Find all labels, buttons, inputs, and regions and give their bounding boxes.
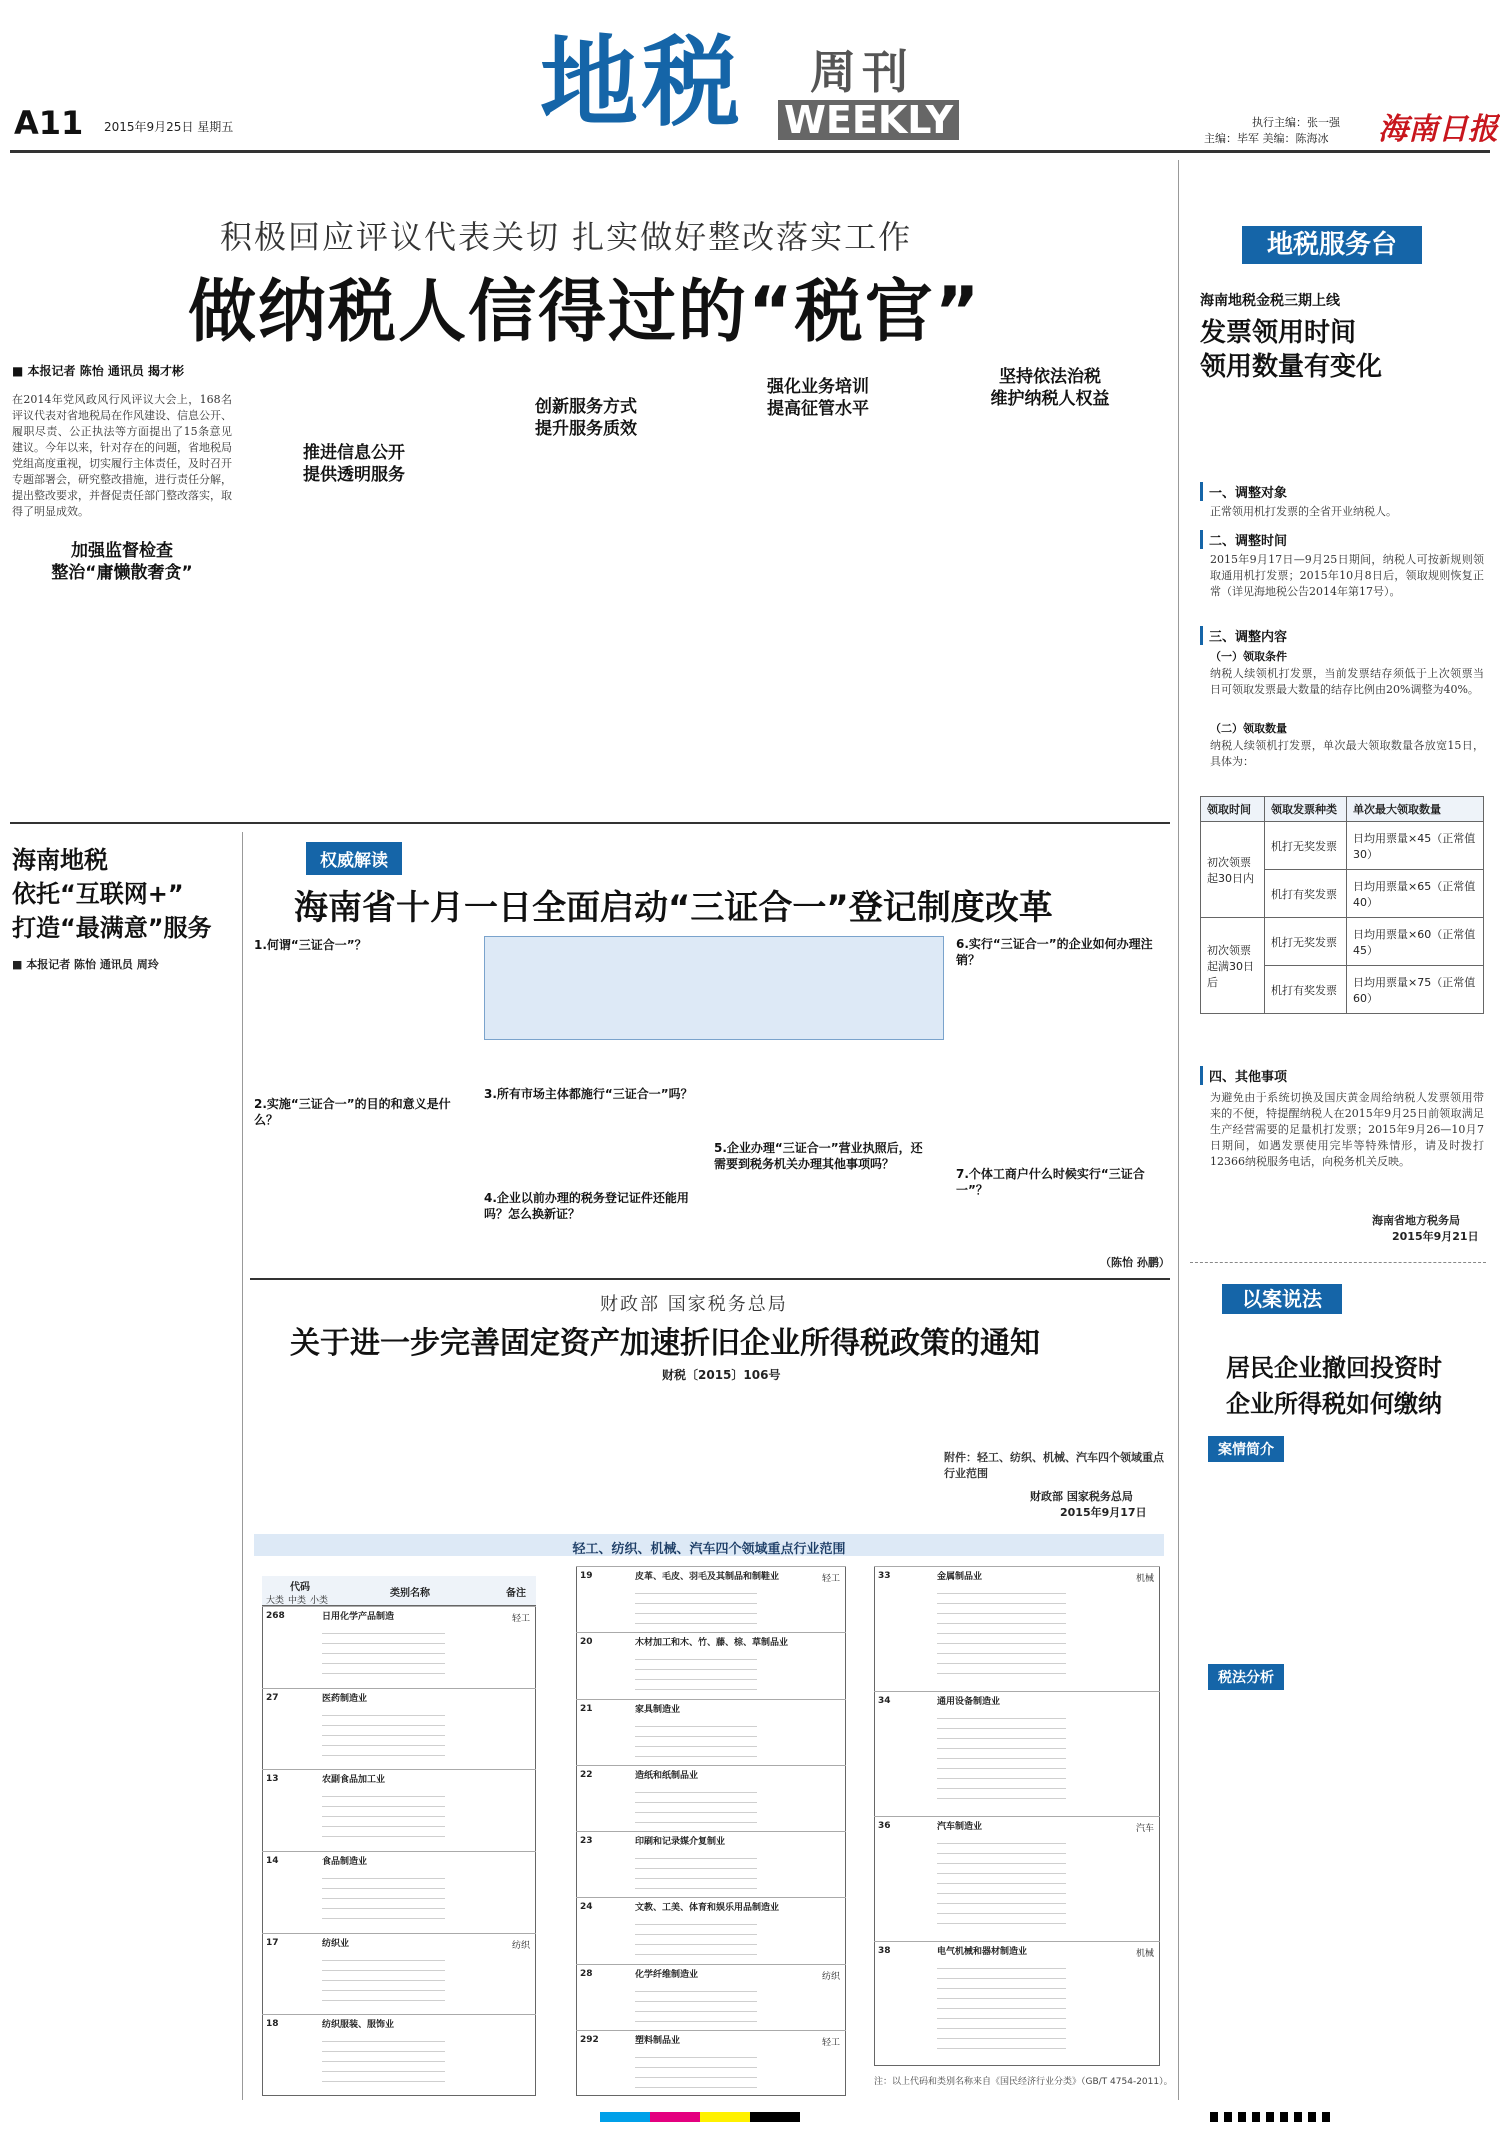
- three-bottom-rule: [250, 1278, 1170, 1280]
- industry-name: 金属制品业: [937, 1572, 983, 1582]
- sub-row-line: [937, 1768, 1066, 1769]
- invoice-limit-table: [1200, 796, 1484, 1014]
- table-cell: 机打无奖发票: [1265, 918, 1347, 966]
- industry-code: 33: [878, 1571, 891, 1581]
- three-col1-a: [254, 954, 472, 1088]
- industry-name: 电气机械和器材制造业: [937, 1947, 1028, 1957]
- sub-row-line: [937, 1988, 1066, 1989]
- sub-row-line: [937, 1843, 1066, 1844]
- industry-code: 13: [266, 1774, 279, 1785]
- sub-row-line: [937, 1673, 1066, 1674]
- three-sign: （陈怡 孙鹏）: [1100, 1256, 1170, 1269]
- industry-code: 21: [580, 1703, 593, 1714]
- industry-code: 18: [266, 2019, 279, 2030]
- three-q1: 1.何谓“三证合一”？: [254, 938, 367, 952]
- sub-row-line: [322, 1735, 445, 1736]
- sub-row-line: [635, 1726, 757, 1727]
- sub-row-line: [937, 2028, 1066, 2029]
- sub-row-line: [635, 1812, 757, 1813]
- sub-row-line: [635, 1934, 757, 1935]
- sub-row-line: [937, 1593, 1066, 1594]
- sub-row-line: [635, 2001, 757, 2002]
- sub-row-line: [635, 2067, 757, 2068]
- executive-editor: 执行主编：张一强: [1252, 116, 1340, 129]
- service-t4: 为避免由于系统切换及国庆黄金周给纳税人发票领用带来的不便，特提醒纳税人在2015年9月25日前领取满足生产经营需要的足量机打发票；2015年9月26—10月7日期间，如遇发票使用完毕等特殊情形，请及时拨打12366纳税服务电话，向税务机关反映。: [1210, 1091, 1484, 1168]
- notice-docno: 财税〔2015〕106号: [662, 1368, 781, 1382]
- sub-row-line: [937, 1863, 1066, 1864]
- industry-name: 化学纤维制造业: [635, 1969, 699, 1980]
- sub-row-line: [937, 1883, 1066, 1884]
- sub-row-line: [937, 1893, 1066, 1894]
- sub-row-line: [322, 1673, 445, 1674]
- service-t3b: 纳税人续领机打发票，单次最大领取数量各放宽15日，具体为：: [1210, 739, 1484, 768]
- table-cell: 机打有奖发票: [1265, 870, 1347, 918]
- internet-body: [12, 980, 232, 2100]
- table-row: [874, 1691, 1160, 1816]
- table-cell: 机打有奖发票: [1265, 966, 1347, 1014]
- sub-row-line: [635, 1593, 757, 1594]
- sub-row-line: [937, 1758, 1066, 1759]
- lead-body-col5: [940, 410, 1162, 812]
- col1-head-major: 大类: [266, 1596, 285, 1606]
- industry-code: 24: [580, 1902, 593, 1913]
- sub-row-line: [937, 1738, 1066, 1739]
- sub-row-line: [322, 1970, 445, 1971]
- sub-row-line: [937, 1643, 1066, 1644]
- lead-subhead-4b: 提高征管水平: [767, 399, 869, 419]
- lead-body-col1-p2: [12, 592, 232, 812]
- table-cell: 日均用票量×60（正常值45）: [1347, 918, 1484, 966]
- sub-row-line: [635, 1669, 757, 1670]
- industry-note: 机械: [1135, 1949, 1154, 1959]
- table-cell: 初次领票起满30日后: [1201, 918, 1265, 1014]
- sub-row-line: [322, 1960, 445, 1961]
- law-analysis-text: [1208, 1696, 1486, 2096]
- lead-bottom-rule: [10, 822, 1170, 824]
- law-headline-1: 居民企业撤回投资时: [1226, 1354, 1442, 1382]
- sub-row-line: [322, 1745, 445, 1746]
- industry-note: 轻工: [821, 1574, 840, 1584]
- sub-row-line: [937, 1913, 1066, 1914]
- notice-col3: [714, 1392, 930, 1530]
- sub-row-line: [322, 1888, 445, 1889]
- sub-row-line: [322, 1980, 445, 1981]
- three-col1-b: [254, 1132, 472, 1264]
- sub-row-line: [937, 1998, 1066, 1999]
- sub-row-line: [322, 1633, 445, 1634]
- industry-code: 28: [580, 1968, 593, 1979]
- lead-kicker: 积极回应评议代表关切 扎实做好整改落实工作: [220, 218, 913, 256]
- sub-row-line: [937, 2048, 1066, 2049]
- industry-code: 27: [266, 1692, 279, 1703]
- service-desk-bar: 地税服务台: [1242, 226, 1422, 264]
- sub-row-line: [322, 1990, 445, 1991]
- industry-name: 印刷和记录媒介复制业: [635, 1837, 726, 1847]
- service-intro: [1200, 394, 1484, 484]
- law-case-text: [1208, 1466, 1486, 1650]
- sub-row-line: [635, 1868, 757, 1869]
- notice-issuer: 财政部 国家税务总局: [600, 1294, 788, 1315]
- table-row: [262, 1769, 536, 1851]
- industry-code: 268: [266, 1611, 285, 1621]
- sub-row-line: [322, 1806, 445, 1807]
- three-in-one-tag: 权威解读: [306, 842, 402, 875]
- three-col2-b: [484, 1124, 702, 1188]
- lead-subhead-3: 创新服务方式: [535, 397, 637, 417]
- lead-body-col3: [476, 446, 696, 812]
- sub-row-line: [322, 2041, 445, 2042]
- masthead-weekly-en: WEEKLY: [778, 100, 959, 140]
- industry-note: 轻工: [511, 1614, 530, 1624]
- internet-headline-2: 依托“互联网+”: [12, 880, 184, 908]
- service-t3a: 纳税人续领机打发票，当前发票结存须低于上次领票当日可领取发票最大数量的结存比例由20%调整为40%。: [1210, 667, 1484, 696]
- table-row: [576, 1964, 846, 2030]
- notice-col1: [254, 1392, 470, 1530]
- masthead-title: 地税: [540, 26, 745, 140]
- three-q6: 6.实行“三证合一”的企业如何办理注销？: [956, 937, 1153, 967]
- sub-row-line: [322, 1725, 445, 1726]
- three-col3-b: [714, 1176, 932, 1266]
- service-headline-1: 发票领用时间: [1200, 318, 1357, 348]
- sub-row-line: [635, 2011, 757, 2012]
- sub-row-line: [937, 1873, 1066, 1874]
- industry-name: 纺织业: [322, 1938, 350, 1949]
- industry-code: 38: [878, 1946, 891, 1956]
- col1-head-code: 代码: [290, 1582, 310, 1593]
- industry-name: 木材加工和木、竹、藤、棕、草制品业: [635, 1638, 789, 1649]
- three-q2: 2.实施“三证合一”的目的和意义是什么？: [254, 1097, 451, 1127]
- sub-row-line: [635, 1613, 757, 1614]
- industry-name: 农副食品加工业: [322, 1775, 386, 1786]
- sub-row-line: [322, 1643, 445, 1644]
- three-in-one-headline: 海南省十月一日全面启动“三证合一”登记制度改革: [294, 888, 1053, 928]
- sub-row-line: [635, 1736, 757, 1737]
- three-q7: 7.个体工商户什么时候实行“三证合一”？: [956, 1167, 1145, 1197]
- sub-row-line: [635, 1888, 757, 1889]
- sub-row-line: [937, 1903, 1066, 1904]
- editors-credit: 主编：毕军 美编：陈海冰: [1204, 132, 1329, 145]
- industry-code: 23: [580, 1836, 593, 1846]
- industry-name: 塑料制品业: [635, 2035, 681, 2046]
- sub-row-line: [322, 1898, 445, 1899]
- sub-row-line: [937, 1718, 1066, 1719]
- invoice-table-header: [1201, 797, 1484, 822]
- lead-body-col4: [708, 424, 928, 812]
- sub-row-line: [322, 1826, 445, 1827]
- sub-row-line: [635, 1792, 757, 1793]
- internet-headline-1: 海南地税: [12, 846, 108, 874]
- table-row: [262, 1933, 536, 2015]
- sub-row-line: [635, 1924, 757, 1925]
- sub-row-line: [635, 1944, 757, 1945]
- industry-code: 14: [266, 1856, 279, 1866]
- table-row: [576, 1632, 846, 1698]
- sub-row-line: [322, 2071, 445, 2072]
- table-row: [262, 1851, 536, 1933]
- print-color-bar-left: [600, 2112, 800, 2122]
- issue-date: 2015年9月25日 星期五: [104, 120, 234, 134]
- sub-row-line: [322, 1755, 445, 1756]
- table-row: [576, 2030, 846, 2096]
- service-h4: 四、其他事项: [1200, 1066, 1287, 1085]
- three-col4-b: [956, 1202, 1164, 1254]
- sub-row-line: [322, 2000, 445, 2001]
- table-cell: 机打无奖发票: [1265, 822, 1347, 870]
- industry-name: 日用化学产品制造: [322, 1612, 395, 1622]
- sub-row-line: [937, 1798, 1066, 1799]
- sub-row-line: [937, 1613, 1066, 1614]
- industry-name: 家具制造业: [635, 1704, 681, 1715]
- table-row: [576, 1699, 846, 1765]
- industry-name: 皮革、毛皮、羽毛及其制品和制鞋业: [635, 1572, 780, 1582]
- service-h1: 一、调整对象: [1200, 482, 1287, 501]
- service-h3b: （二）领取数量: [1210, 722, 1287, 735]
- industry-note: 轻工: [821, 2037, 840, 2048]
- industry-code: 22: [580, 1769, 593, 1780]
- sub-row-line: [635, 1756, 757, 1757]
- table-row: [1201, 918, 1484, 966]
- sub-row-line: [322, 2081, 445, 2082]
- sub-row-line: [937, 1663, 1066, 1664]
- notice-attachment: 附件：轻工、纺织、机械、汽车四个领域重点行业范围: [944, 1451, 1164, 1480]
- sub-row-line: [635, 2077, 757, 2078]
- sub-row-line: [635, 2087, 757, 2088]
- lead-headline: 做纳税人信得过的“税官”: [188, 273, 982, 352]
- three-q3: 3.所有市场主体都施行“三证合一”吗？: [484, 1087, 693, 1101]
- lead-body-col2: [244, 494, 464, 812]
- industry-table-title: 轻工、纺织、机械、汽车四个领域重点行业范围: [572, 1542, 846, 1557]
- sub-row-line: [322, 1663, 445, 1664]
- sub-row-line: [937, 2008, 1066, 2009]
- table-row: [576, 1831, 846, 1897]
- industry-name: 医药制造业: [322, 1693, 368, 1704]
- lead-body-col1-p1: 在2014年党风政风行风评议大会上，168名评议代表对省地税局在作风建设、信息公开、履职尽责、公正执法等方面提出了15条意见建议。今年以来，针对存在的问题，省地税局党组高度重视，切实履行主体责任，及时召开专题部署会，研究整改措施，进行责任分解，提出整改要求，并督促责任部门整改落实，取得了明显成效。: [12, 393, 232, 518]
- internet-headline-3: 打造“最满意”服务: [12, 914, 212, 942]
- col1-head-minor: 小类: [310, 1596, 329, 1606]
- lead-subhead-4: 强化业务培训: [767, 377, 869, 397]
- sub-row-line: [937, 2018, 1066, 2019]
- sub-row-line: [635, 2021, 757, 2022]
- table-row: [576, 1566, 846, 1632]
- col1-head-middle: 中类: [288, 1596, 307, 1606]
- col1-head-note: 备注: [506, 1588, 526, 1599]
- table-cell: 日均用票量×75（正常值60）: [1347, 966, 1484, 1014]
- lead-subhead-3b: 提升服务质效: [535, 419, 637, 439]
- industry-note: 机械: [1135, 1574, 1154, 1584]
- three-notice-box: [484, 936, 944, 1040]
- table-header-cell: 领取发票种类: [1265, 797, 1347, 822]
- lead-subhead-2b: 提供透明服务: [303, 465, 405, 485]
- right-column-divider: [1178, 160, 1179, 2100]
- three-col2-c: [484, 1226, 702, 1266]
- lead-subhead-5: 坚持依法治税: [999, 367, 1101, 387]
- industry-name: 汽车制造业: [937, 1822, 983, 1832]
- industry-code: 20: [580, 1637, 593, 1648]
- sub-row-line: [635, 1746, 757, 1747]
- sub-row-line: [937, 1653, 1066, 1654]
- table-header-cell: 领取时间: [1201, 797, 1265, 822]
- industry-name: 通用设备制造业: [937, 1697, 1001, 1707]
- sub-row-line: [635, 1679, 757, 1680]
- industry-code: 34: [878, 1696, 891, 1706]
- three-q5: 5.企业办理“三证合一”营业执照后，还需要到税务机关办理其他事项吗？: [714, 1141, 923, 1171]
- masthead-weekly-cn: 周刊: [810, 45, 914, 99]
- sub-row-line: [937, 1788, 1066, 1789]
- notice-sign-org: 财政部 国家税务总局: [1030, 1490, 1133, 1503]
- sub-row-line: [322, 1816, 445, 1817]
- sub-row-line: [635, 1858, 757, 1859]
- industry-code: 36: [878, 1821, 891, 1831]
- law-case-tag: 案情简介: [1208, 1436, 1284, 1462]
- three-col4: [956, 972, 1164, 1164]
- service-kicker: 海南地税金税三期上线: [1200, 293, 1340, 309]
- table-row: [874, 1941, 1160, 2066]
- service-sign-org: 海南省地方税务局: [1372, 1214, 1460, 1227]
- lead-subhead-2: 推进信息公开: [303, 443, 405, 463]
- sub-row-line: [322, 1836, 445, 1837]
- three-q4: 4.企业以前办理的税务登记证件还能用吗？怎么换新证？: [484, 1191, 689, 1221]
- sub-row-line: [322, 1918, 445, 1919]
- notice-col4: [944, 1392, 1164, 1446]
- lead-subhead-1: 加强监督检查: [71, 541, 173, 561]
- notice-col2: [484, 1392, 700, 1530]
- table-cell: 日均用票量×45（正常值30）: [1347, 822, 1484, 870]
- sub-row-line: [322, 1715, 445, 1716]
- three-col3: [714, 1052, 932, 1136]
- industry-note: 纺织: [511, 1940, 530, 1951]
- masthead-rule: [10, 150, 1490, 153]
- service-t2: 2015年9月17日—9月25日期间，纳税人可按新规则领取通用机打发票；2015年10月8日后，领取规则恢复正常（详见海地税公告2014年第17号）。: [1210, 553, 1484, 598]
- industry-note: 汽车: [1135, 1824, 1154, 1834]
- left-column-divider: [242, 832, 243, 2100]
- service-sign-date: 2015年9月21日: [1392, 1230, 1479, 1243]
- print-color-bar-right: [1210, 2112, 1330, 2122]
- table-row: [576, 1765, 846, 1831]
- table-header-cell: 单次最大领取数量: [1347, 797, 1484, 822]
- service-t1: 正常领用机打发票的全省开业纳税人。: [1210, 505, 1397, 518]
- sub-row-line: [937, 1978, 1066, 1979]
- sub-row-line: [635, 1878, 757, 1879]
- table-row: [874, 1566, 1160, 1691]
- internet-byline: ■ 本报记者 陈怡 通讯员 周玲: [12, 958, 159, 971]
- sub-row-line: [322, 1796, 445, 1797]
- sub-row-line: [937, 1623, 1066, 1624]
- service-headline-2: 领用数量有变化: [1200, 352, 1383, 382]
- sub-row-line: [937, 1728, 1066, 1729]
- sub-row-line: [937, 1603, 1066, 1604]
- industry-code: 292: [580, 2034, 599, 2045]
- table-row: [262, 1688, 536, 1770]
- sub-row-line: [635, 1954, 757, 1955]
- industry-name: 文教、工美、体育和娱乐用品制造业: [635, 1903, 780, 1914]
- sub-row-line: [937, 1853, 1066, 1854]
- industry-name: 食品制造业: [322, 1857, 368, 1867]
- table-row: [576, 1897, 846, 1963]
- table-cell: 日均用票量×65（正常值40）: [1347, 870, 1484, 918]
- notice-sign-date: 2015年9月17日: [1060, 1506, 1147, 1519]
- notice-headline: 关于进一步完善固定资产加速折旧企业所得税政策的通知: [290, 1326, 1040, 1361]
- sub-row-line: [635, 1802, 757, 1803]
- table-row: [262, 1606, 536, 1688]
- sub-row-line: [937, 1748, 1066, 1749]
- table-row: [262, 2014, 536, 2096]
- lead-byline: ■ 本报记者 陈怡 通讯员 揭才彬: [12, 364, 185, 378]
- sub-row-line: [635, 1689, 757, 1690]
- table-row: [874, 1816, 1160, 1941]
- sub-row-line: [322, 1908, 445, 1909]
- industry-code: 19: [580, 1571, 593, 1581]
- table-row: [1201, 822, 1484, 870]
- industry-name: 造纸和纸制品业: [635, 1770, 699, 1781]
- industry-table-footnote: 注：以上代码和类别名称来自《国民经济行业分类》（GB/T 4754-2011）。: [874, 2077, 1173, 2087]
- service-h2: 二、调整时间: [1200, 530, 1287, 549]
- col1-head-name: 类别名称: [390, 1588, 430, 1599]
- page-number: A11: [14, 104, 84, 142]
- sub-row-line: [322, 1878, 445, 1879]
- sub-row-line: [937, 1968, 1066, 1969]
- sub-row-line: [635, 1623, 757, 1624]
- law-headline-2: 企业所得税如何缴纳: [1226, 1390, 1442, 1418]
- industry-name: 纺织服装、服饰业: [322, 2020, 395, 2031]
- sub-row-line: [635, 1991, 757, 1992]
- sub-row-line: [635, 2057, 757, 2058]
- newspaper-logo: 海南日报: [1378, 112, 1498, 147]
- industry-note: 纺织: [821, 1971, 840, 1982]
- sub-row-line: [635, 1603, 757, 1604]
- table-cell: 初次领票起30日内: [1201, 822, 1265, 918]
- law-column-bar: 以案说法: [1222, 1284, 1342, 1314]
- sub-row-line: [937, 1923, 1066, 1924]
- lead-subhead-1b: 整治“庸懒散奢贪”: [51, 563, 193, 583]
- sub-row-line: [937, 2038, 1066, 2039]
- sub-row-line: [937, 1778, 1066, 1779]
- industry-code: 17: [266, 1937, 279, 1948]
- law-analysis-tag: 税法分析: [1208, 1664, 1284, 1690]
- sub-row-line: [937, 1633, 1066, 1634]
- service-h3a: （一）领取条件: [1210, 650, 1287, 663]
- sub-row-line: [322, 2061, 445, 2062]
- lead-body-col2-top: [244, 360, 464, 430]
- lead-subhead-5b: 维护纳税人权益: [990, 389, 1110, 409]
- sub-row-line: [322, 1653, 445, 1654]
- sidebar-divider: [1190, 1262, 1486, 1263]
- lead-body-col3-top: [476, 360, 696, 390]
- service-h3: 三、调整内容: [1200, 626, 1287, 645]
- sub-row-line: [635, 1659, 757, 1660]
- sub-row-line: [635, 1822, 757, 1823]
- three-col2: [484, 1052, 702, 1084]
- sub-row-line: [322, 2051, 445, 2052]
